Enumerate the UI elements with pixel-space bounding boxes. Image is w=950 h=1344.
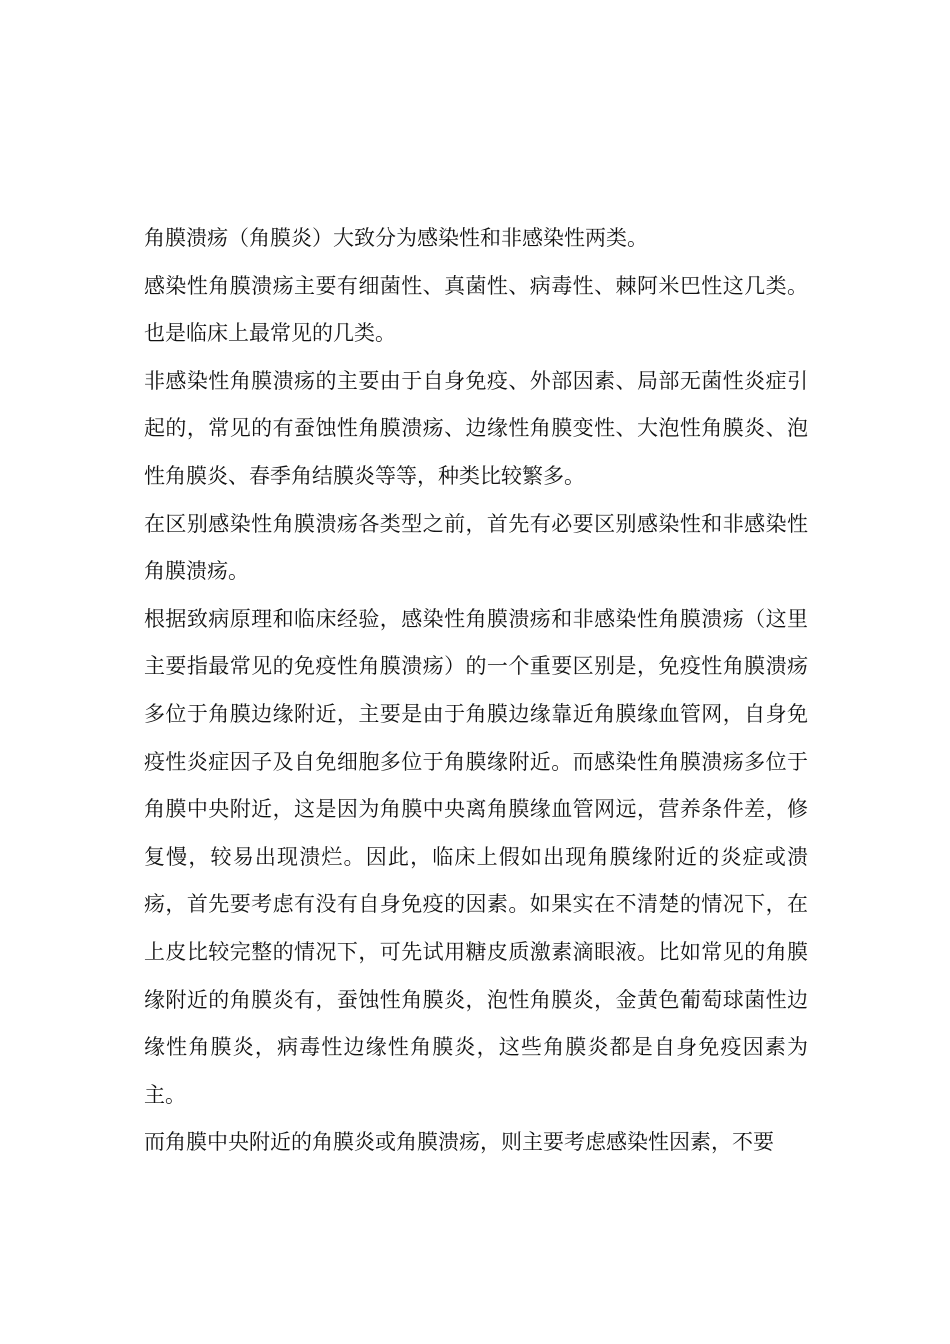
- paragraph-classification: 角膜溃疡（角膜炎）大致分为感染性和非感染性两类。: [144, 226, 648, 250]
- paragraph-noninfectious-types: 非感染性角膜溃疡的主要由于自身免疫、外部因素、局部无菌性炎症引起的，常见的有蚕蚀性角膜溃疡、边缘性角膜变性、大泡性角膜炎、泡性角膜炎、春季角结膜炎等等，种类比较繁多。: [144, 368, 808, 488]
- paragraph-infectious-types: 感染性角膜溃疡主要有细菌性、真菌性、病毒性、棘阿米巴性这几类。也是临床上最常见的几类。: [144, 273, 808, 346]
- paragraph-differentiation-detail: 根据致病原理和临床经验，感染性角膜溃疡和非感染性角膜溃疡（这里主要指最常见的免疫性角膜溃疡）的一个重要区别是，免疫性角膜溃疡多位于角膜边缘附近，主要是由于角膜边缘靠近角膜缘血管网，自身免疫性炎症因子及自免细胞多位于角膜缘附近。而感染性角膜溃疡多位于角膜中央附近，这是因为角膜中央离角膜缘血管网远，营养条件差，修复慢，较易出现溃烂。因此，临床上假如出现角膜缘附近的炎症或溃疡，首先要考虑有没有自身免疫的因素。如果实在不清楚的情况下，在上皮比较完整的情况下，可先试用糖皮质激素滴眼液。比如常见的角膜缘附近的角膜炎有，蚕蚀性角膜炎，泡性角膜炎，金黄色葡萄球菌性边缘性角膜炎，病毒性边缘性角膜炎，这些角膜炎都是自身免疫因素为主。: [144, 606, 808, 1107]
- paragraph-central-ulcer: 而角膜中央附近的角膜炎或角膜溃疡，则主要考虑感染性因素，不要: [144, 1130, 774, 1155]
- document-body: [144, 215, 808, 1167]
- paragraph-differentiation-intro: 在区别感染性角膜溃疡各类型之前，首先有必要区别感染性和非感染性角膜溃疡。: [144, 511, 808, 584]
